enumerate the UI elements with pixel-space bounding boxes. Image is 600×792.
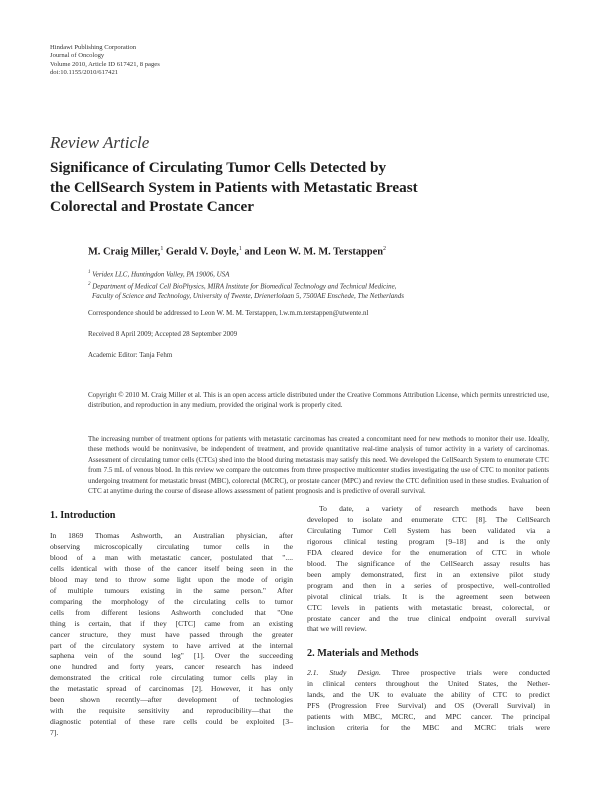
volume-info: Volume 2010, Article ID 617421, 8 pages — [50, 60, 160, 68]
text-line: cells identical with those of the cancer itself being seen in the — [50, 563, 293, 573]
text-line: thing is certain, that if they [CTC] came from an existing — [50, 618, 293, 628]
text-line: prostate cancer and the true clinical endpoint overall survival — [307, 613, 550, 623]
text-line: patients with MBC, MCRC, and MPC cancer. The principal — [307, 712, 550, 722]
text-line: In 1869 Thomas Ashworth, an Australian physician, after — [50, 531, 293, 540]
text-line: lands, and the UK to evaluate the ability of CTC to predict — [307, 690, 550, 700]
text-line: 2.1. Study Design. Three prospective trials were conducted — [307, 668, 550, 678]
text-line: Circulating Tumor Cell System has been validated via a — [307, 525, 550, 535]
abstract: The increasing number of treatment options for patients with metastatic carcinomas has created a concomitant need for new methods to monitor their use. Ideally, these methods would be noninvasive, be independent of treatment, and provide quantitative real-time analysis of tumor activity in a variety of carcinomas. Assessment of circulating tumor cells (CTCs) shed into the blood during metastasis may satisfy this need. We developed the CellSearch System to enumerate CTC from 7.5 mL of venous blood. In this review we compare the outcomes from three prospective multicenter studies investigating the use of CTC to monitor patients undergoing treatment for metastatic breast (MBC), colorectal (MCRC), or prostate cancer (MPC) and review the CTC definition used in these studies. Evaluation of CTC at anytime during the course of disease allows assessment of patient prognosis and is predictive of overall survival. — [88, 435, 549, 496]
author-name: Gerald V. Doyle, — [163, 246, 239, 258]
doi: doi:10.1155/2010/617421 — [50, 69, 119, 77]
affiliation-line: $^2$ Department of Medical Cell BioPhysics, MIRA Institute for Biomedical Technology and Technical Medicine, — [88, 281, 397, 290]
text-line: cancer structure, they must have passed through the greater — [50, 629, 293, 639]
publisher-name: Hindawi Publishing Corporation — [50, 44, 137, 51]
text-line: program and then in a series of prospective, well-controlled — [307, 580, 550, 590]
affiliation-line: $^1$ Veridex LLC, Huntingdon Valley, PA 19006, USA — [88, 270, 230, 279]
copyright-notice: Copyright © 2010 M. Craig Miller et al. This is an open access article distributed under the Creative Commons Attribution License, which permits unrestricted use, distribution, and reproduction in any medium, provided the original work is properly cited. — [88, 391, 549, 410]
text-line: saphena vein of the sound leg" [1]. Over the succeeding — [50, 651, 293, 661]
text-line: blood may tend to throw some light upon the mode of origin — [50, 574, 293, 584]
text-line: the metastatic spread of carcinomas [2]. However, it has only — [50, 684, 293, 694]
text-line: blood. The significance of the CellSearch assay results has — [307, 558, 550, 568]
author-affil-mark: 1 — [238, 246, 242, 252]
subsection-heading: 2.1. Study Design. — [307, 668, 381, 678]
text-line: been amply demonstrated, first in an extensive pilot study — [307, 569, 550, 579]
academic-editor: Academic Editor: Tanja Fehm — [88, 351, 173, 359]
left-column — [50, 510, 293, 739]
text-line: pivotal clinical trials. It is the agreement seen between — [307, 591, 550, 601]
text-line: To date, a variety of research methods have been — [319, 504, 550, 513]
section-heading: 1. Introduction — [50, 510, 116, 521]
text-line: part of the circulatory system to have arrived at the internal — [50, 640, 293, 650]
methods-paragraph — [307, 668, 550, 734]
text-line: cells from different lesions Ashworth concluded that "One — [50, 607, 293, 617]
article-title — [50, 158, 520, 217]
title-line: Colorectal and Prostate Cancer — [50, 198, 254, 215]
text-line: in clinical centers throughout the United States, the Nether- — [307, 679, 550, 689]
article-type: Review Article — [50, 133, 150, 152]
text-line: blood of a man with metastatic cancer, postulated that ".... — [50, 552, 293, 562]
section-heading: 2. Materials and Methods — [307, 648, 419, 660]
text-line: observing microscopically circulating tumor cells in the — [50, 541, 293, 551]
text-line: CTC levels in patients with metastatic breast, colorectal, or — [307, 602, 550, 612]
text-line: rigorous clinical testing program [9–18] and is the only — [307, 536, 550, 546]
text-line: PFS (Progression Free Survival) and OS (Overall Survival) in — [307, 701, 550, 711]
text-line: with the requisite sensitivity and reproducibility—that the — [50, 706, 293, 716]
right-column — [307, 504, 550, 734]
author-affil-mark: 1 — [160, 246, 164, 252]
text-line: demonstrated the critical role circulating tumor cells play in — [50, 673, 293, 683]
affiliation-line: Faculty of Science and Technology, University of Twente, Drienerlolaan 5, 7500AE Enschede, The Netherlands — [92, 292, 405, 301]
text-line: comparing the morphology of the circulating cells to tumor — [50, 596, 293, 606]
text-line: diagnostic potential of these rare cells could be exploited [3– — [50, 717, 293, 727]
intro-paragraph-continued — [307, 504, 550, 635]
correspondence: Correspondence should be addressed to Leon W. M. M. Terstappen, l.w.m.m.terstappen@utwente.nl — [88, 309, 369, 317]
affiliations — [88, 268, 404, 301]
text-line: developed to isolate and enumerate CTC [8]. The CellSearch — [307, 514, 550, 524]
intro-paragraph — [50, 531, 293, 739]
journal-header — [50, 44, 160, 78]
received-dates: Received 8 April 2009; Accepted 28 September 2009 — [88, 330, 238, 338]
journal-name: Journal of Oncology — [50, 52, 105, 60]
text-line: that we will review. — [307, 624, 367, 634]
author-affil-mark: 2 — [383, 246, 387, 252]
author-list — [88, 246, 386, 257]
text-line: been shown recently—after development of technologies — [50, 695, 293, 705]
text-line: one hundred and forty years, cancer research has indeed — [50, 662, 293, 672]
title-line: the CellSearch System in Patients with Metastatic Breast — [50, 178, 418, 196]
text-line: 7]. — [50, 728, 59, 738]
text-line: inclusion criteria for the MBC and MCRC trials were — [307, 723, 550, 733]
author-name: and Leon W. M. M. Terstappen — [241, 246, 384, 258]
text-line: FDA cleared device for the enumeration of CTC in whole — [307, 547, 550, 557]
title-line: Significance of Circulating Tumor Cells Detected by — [50, 159, 387, 176]
text-line: of multiple tumours existing in the same person." After — [50, 585, 293, 595]
author-name: M. Craig Miller, — [88, 246, 161, 258]
